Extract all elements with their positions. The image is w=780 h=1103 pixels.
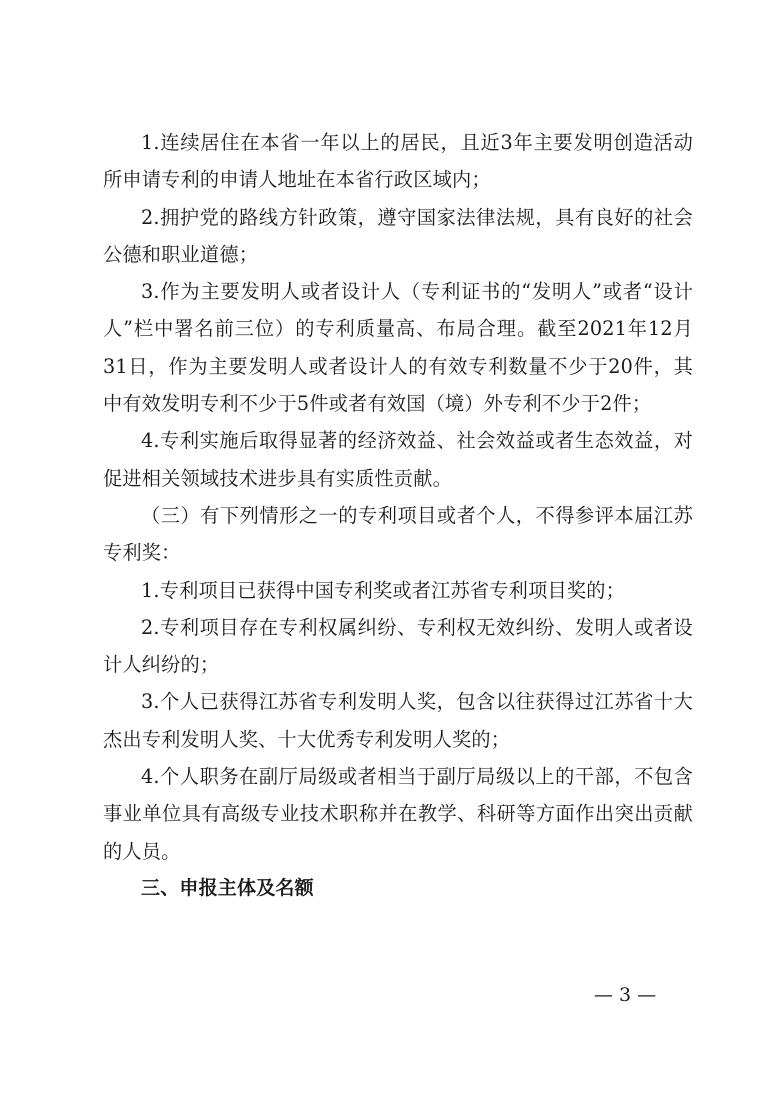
exclusion-awarded-project: 1.专利项目已获得中国专利奖或者江苏省专利项目奖的； [141, 578, 626, 602]
exclusion-awarded-person: 3.个人已获得江苏省专利发明人奖，包含以往获得过江苏省十大杰出专利发明人奖、十大优秀专利发明人奖的； [103, 690, 693, 751]
document-body [103, 124, 693, 907]
criterion-benefits: 4.专利实施后取得显著的经济效益、社会效益或者生态效益，对促进相关领域技术进步具有实质性贡献。 [103, 429, 693, 490]
criterion-patent-quality: 3.作为主要发明人或者设计人（专利证书的“发明人”或者“设计人”栏中署名前三位）的专利质量高、布局合理。截至2021年12月31日，作为主要发明人或者设计人的有效专利数量不少于20件，其中有效发明专利不少于5件或者有效国（境）外专利不少于2件； [103, 280, 693, 416]
section-heading: 三、申报主体及名额 [141, 876, 314, 899]
exclusion-disputes: 2.专利项目存在专利权属纠纷、专利权无效纠纷、发明人或者设计人纠纷的； [103, 615, 693, 677]
criterion-ethics: 2.拥护党的路线方针政策，遵守国家法律法规，具有良好的社会公德和职业道德； [103, 205, 693, 266]
exclusion-intro: （三）有下列情形之一的专利项目或者个人，不得参评本届江苏专利奖： [103, 503, 693, 565]
exclusion-official-rank: 4.个人职务在副厅局级或者相当于副厅局级以上的干部，不包含事业单位具有高级专业技术职称并在教学、科研等方面作出突出贡献的人员。 [103, 765, 693, 863]
criterion-residency: 1.连续居住在本省一年以上的居民，且近3年主要发明创造活动所申请专利的申请人地址在本省行政区域内； [103, 131, 693, 192]
page-number: — 3 — [594, 984, 657, 1006]
